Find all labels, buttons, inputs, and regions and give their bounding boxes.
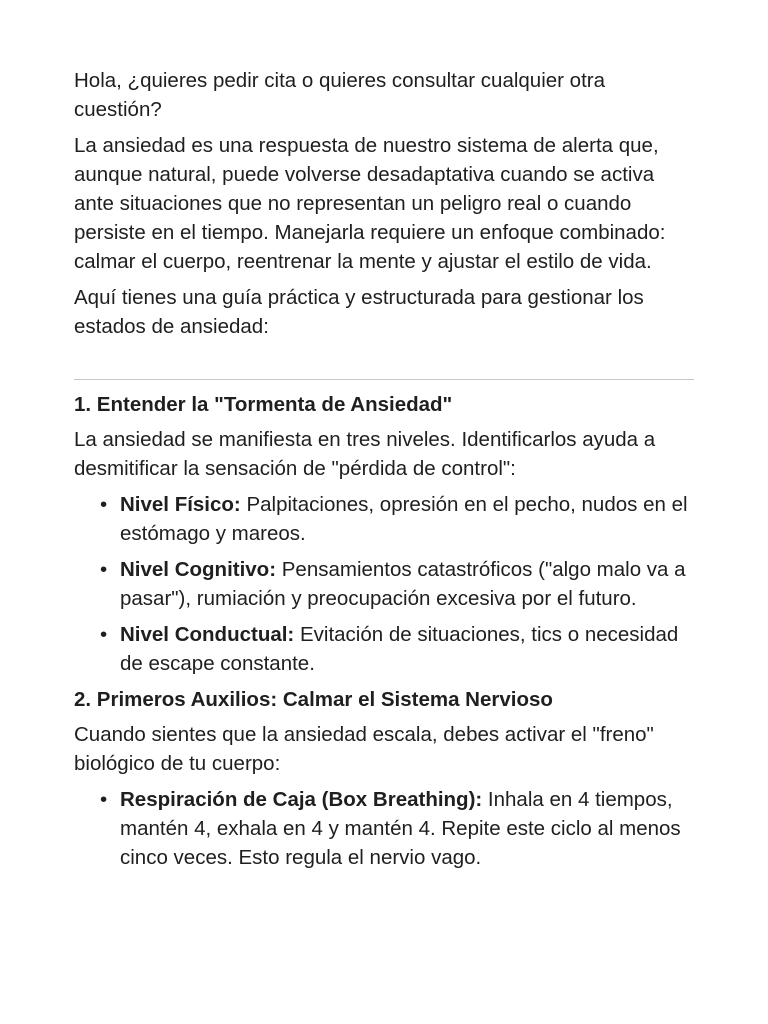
list-item-label: Nivel Cognitivo:: [120, 558, 277, 581]
list-item: [74, 555, 694, 613]
bullet-icon: •: [100, 493, 108, 516]
list-item-text: Pensamientos catastróficos ("algo malo va a pasar"), rumiación y preocupación excesiva por el futuro.: [120, 558, 686, 610]
list-item-label: Nivel Físico:: [120, 493, 241, 516]
greeting-text: Hola, ¿quieres pedir cita o quieres consultar cualquier otra cuestión?: [74, 69, 605, 121]
section-heading: 1. Entender la "Tormenta de Ansiedad": [74, 393, 453, 416]
list-item-label: Respiración de Caja (Box Breathing):: [120, 788, 483, 811]
list-item-text: Palpitaciones, opresión en el pecho, nudos en el estómago y mareos.: [120, 493, 688, 545]
section-paragraph: Cuando sientes que la ansiedad escala, debes activar el "freno" biológico de tu cuerpo:: [74, 723, 654, 775]
bullet-list: [74, 785, 694, 872]
bullet-list: [74, 490, 694, 678]
list-item-text: Evitación de situaciones, tics o necesidad de escape constante.: [120, 623, 679, 675]
list-item-text: Inhala en 4 tiempos, mantén 4, exhala en 4 y mantén 4. Repite este ciclo al menos cinco veces. Esto regula el nervio vago.: [120, 788, 681, 869]
bullet-icon: •: [100, 558, 108, 581]
section-1: [74, 390, 694, 678]
guide-intro-paragraph: Aquí tienes una guía práctica y estructurada para gestionar los estados de ansiedad:: [74, 286, 644, 338]
list-item: [74, 490, 694, 548]
list-item: [74, 785, 694, 872]
section-paragraph: La ansiedad se manifiesta en tres niveles. Identificarlos ayuda a desmitificar la sensación de "pérdida de control":: [74, 428, 656, 480]
section-divider: [74, 379, 694, 380]
intro-paragraph: La ansiedad es una respuesta de nuestro sistema de alerta que, aunque natural, puede volverse desadaptativa cuando se activa ante situaciones que no representan un peligro real o cuando persiste en el tiempo. Manejarla requiere un enfoque combinado: calmar el cuerpo, reentrenar la mente y ajustar el estilo de vida.: [74, 134, 666, 273]
section-2: [74, 685, 694, 872]
list-item: [74, 620, 694, 678]
bullet-icon: •: [100, 623, 108, 646]
section-heading: 2. Primeros Auxilios: Calmar el Sistema Nervioso: [74, 688, 553, 711]
list-item-label: Nivel Conductual:: [120, 623, 295, 646]
bullet-icon: •: [100, 788, 108, 811]
